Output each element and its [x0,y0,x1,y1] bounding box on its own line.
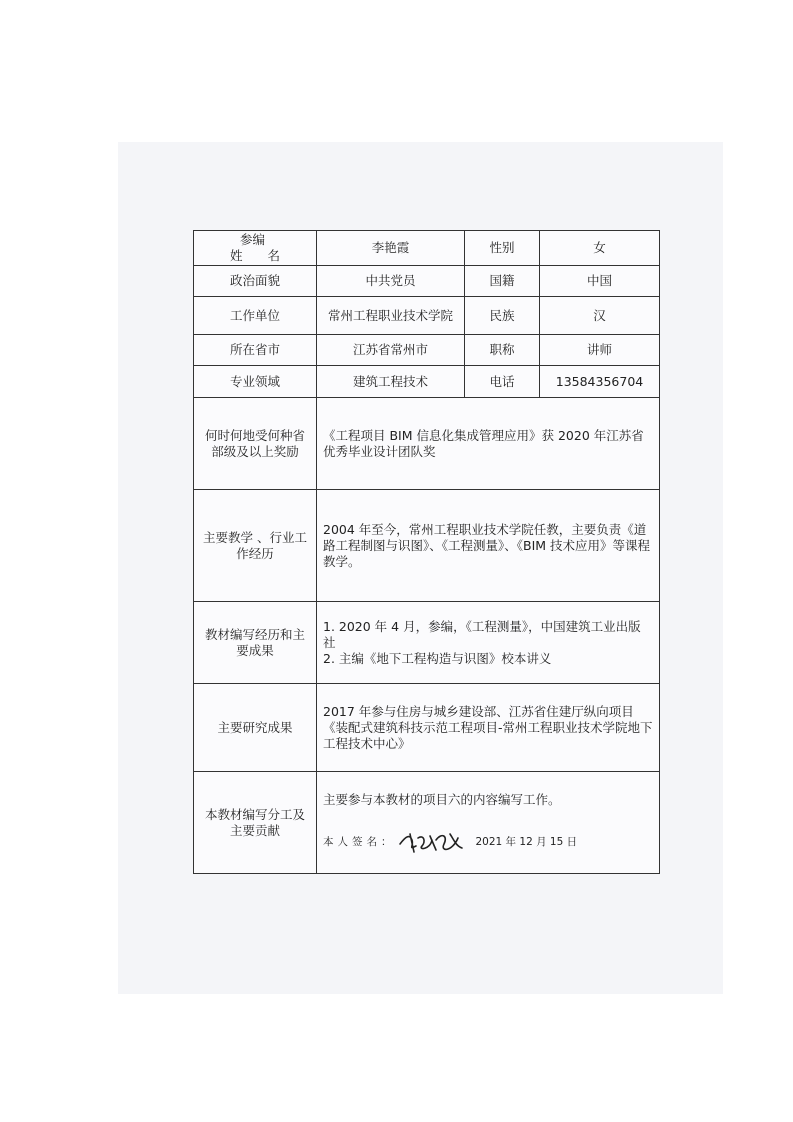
value-teaching: 2004 年至今，常州工程职业技术学院任教，主要负责《道路工程制图与识图》、《工程测量》、《BIM 技术应用》等课程教学。 [317,490,660,602]
signature-line [323,830,653,854]
label-politics: 政治面貌 [194,266,317,297]
value-contribution [317,772,660,874]
signature-mark [396,830,466,854]
signature-label: 本人签名： [323,835,396,848]
label-research: 主要研究成果 [194,684,317,772]
row-contribution [194,772,660,874]
label-teaching: 主要教学 、行业工作经历 [194,490,317,602]
value-unit: 常州工程职业技术学院 [317,297,465,335]
value-name: 李艳霞 [317,231,465,266]
row-awards [194,398,660,490]
label-field: 专业领域 [194,366,317,398]
row-unit [194,297,660,335]
value-nationality: 中国 [540,266,660,297]
value-field: 建筑工程技术 [317,366,465,398]
label-contribution: 本教材编写分工及主要贡献 [194,772,317,874]
value-province: 江苏省常州市 [317,335,465,366]
row-research [194,684,660,772]
label-nationality: 国籍 [465,266,540,297]
row-teaching [194,490,660,602]
value-ethnicity: 汉 [540,297,660,335]
label-title: 职称 [465,335,540,366]
signature-date: 2021 年 12 月 15 日 [475,835,578,848]
value-gender: 女 [540,231,660,266]
value-phone: 13584356704 [540,366,660,398]
label-awards: 何时何地受何种省部级及以上奖励 [194,398,317,490]
value-title: 讲师 [540,335,660,366]
row-textbooks [194,602,660,684]
list-item: 1. 2020 年 4 月，参编，《工程测量》，中国建筑工业出版社 [323,618,641,650]
row-politics [194,266,660,297]
contribution-text: 主要参与本教材的项目六的内容编写工作。 [323,791,561,807]
label-ethnicity: 民族 [465,297,540,335]
label-phone: 电话 [465,366,540,398]
value-textbooks [317,602,660,684]
label-textbooks: 教材编写经历和主要成果 [194,602,317,684]
value-politics: 中共党员 [317,266,465,297]
label-gender: 性别 [465,231,540,266]
value-awards: 《工程项目 BIM 信息化集成管理应用》获 2020 年江苏省优秀毕业设计团队奖 [317,398,660,490]
label-name: 参编 姓 名 [194,231,317,266]
label-unit: 工作单位 [194,297,317,335]
row-province [194,335,660,366]
row-field [194,366,660,398]
label-province: 所在省市 [194,335,317,366]
author-info-form [193,230,660,874]
list-item: 2. 主编《地下工程构造与识图》校本讲义 [323,650,552,666]
row-name [194,231,660,266]
value-research: 2017 年参与住房与城乡建设部、江苏省住建厅纵向项目《装配式建筑科技示范工程项目-常州工程职业技术学院地下工程技术中心》 [317,684,660,772]
